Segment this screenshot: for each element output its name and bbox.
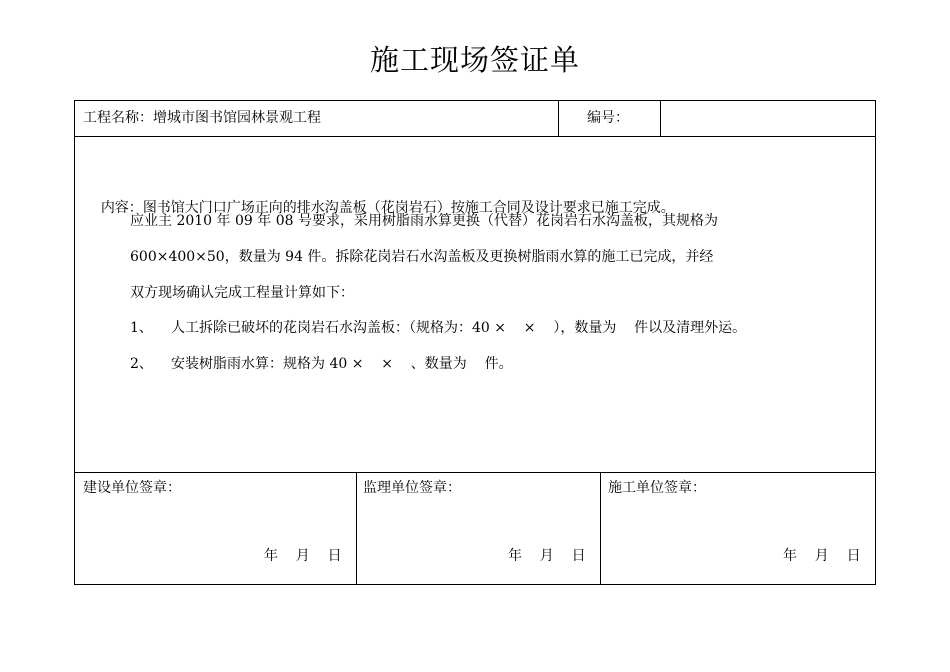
- signature-row-divider: [75, 472, 875, 473]
- header-row-divider: [75, 136, 875, 137]
- content-line-2: 应业主 2010 年 09 年 08 号要求，采用树脂雨水算更换（代替）花岗岩石水沟盖板，其规格为: [130, 213, 718, 229]
- contractor-signature-date: 年 月 日: [783, 548, 861, 564]
- supervisor-signature-date: 年 月 日: [508, 548, 586, 564]
- header-col-divider-1: [558, 101, 559, 136]
- content-item-1-number: 1、: [130, 320, 153, 336]
- visa-form-table: [74, 100, 876, 585]
- content-line-3: 600×400×50，数量为 94 件。拆除花岗岩石水沟盖板及更换树脂雨水算的施工已完成，并经: [130, 249, 714, 265]
- content-line-4: 双方现场确认完成工程量计算如下：: [130, 285, 354, 301]
- form-title: 施工现场签证单: [369, 43, 580, 77]
- owner-signature-date: 年 月 日: [264, 548, 342, 564]
- content-item-2-number: 2、: [130, 356, 153, 372]
- content-item-1-text: 人工拆除已破坏的花岗岩石水沟盖板：（规格为：40 × × ），数量为 件以及清理外运。: [171, 320, 747, 336]
- content-label: 内容：: [100, 200, 143, 216]
- signature-col-divider-1: [356, 472, 357, 584]
- signature-col-divider-2: [600, 472, 601, 584]
- supervisor-signature-label: 监理单位签章：: [363, 480, 461, 496]
- content-text-1: 图书馆大门口广场正向的排水沟盖板（花岗岩石）按施工合同及设计要求已施工完成。: [142, 200, 675, 216]
- content-item-2-text: 安装树脂雨水算：规格为 40 × × 、数量为 件。: [171, 356, 513, 372]
- header-col-divider-2: [660, 101, 661, 136]
- project-name-cell: [83, 108, 321, 128]
- project-name-label: 工程名称：: [83, 110, 153, 126]
- contractor-signature-label: 施工单位签章：: [608, 480, 706, 496]
- number-label: 编号：: [587, 110, 629, 126]
- project-name-value: 增城市图书馆园林景观工程: [153, 110, 321, 126]
- owner-signature-label: 建设单位签章：: [83, 480, 181, 496]
